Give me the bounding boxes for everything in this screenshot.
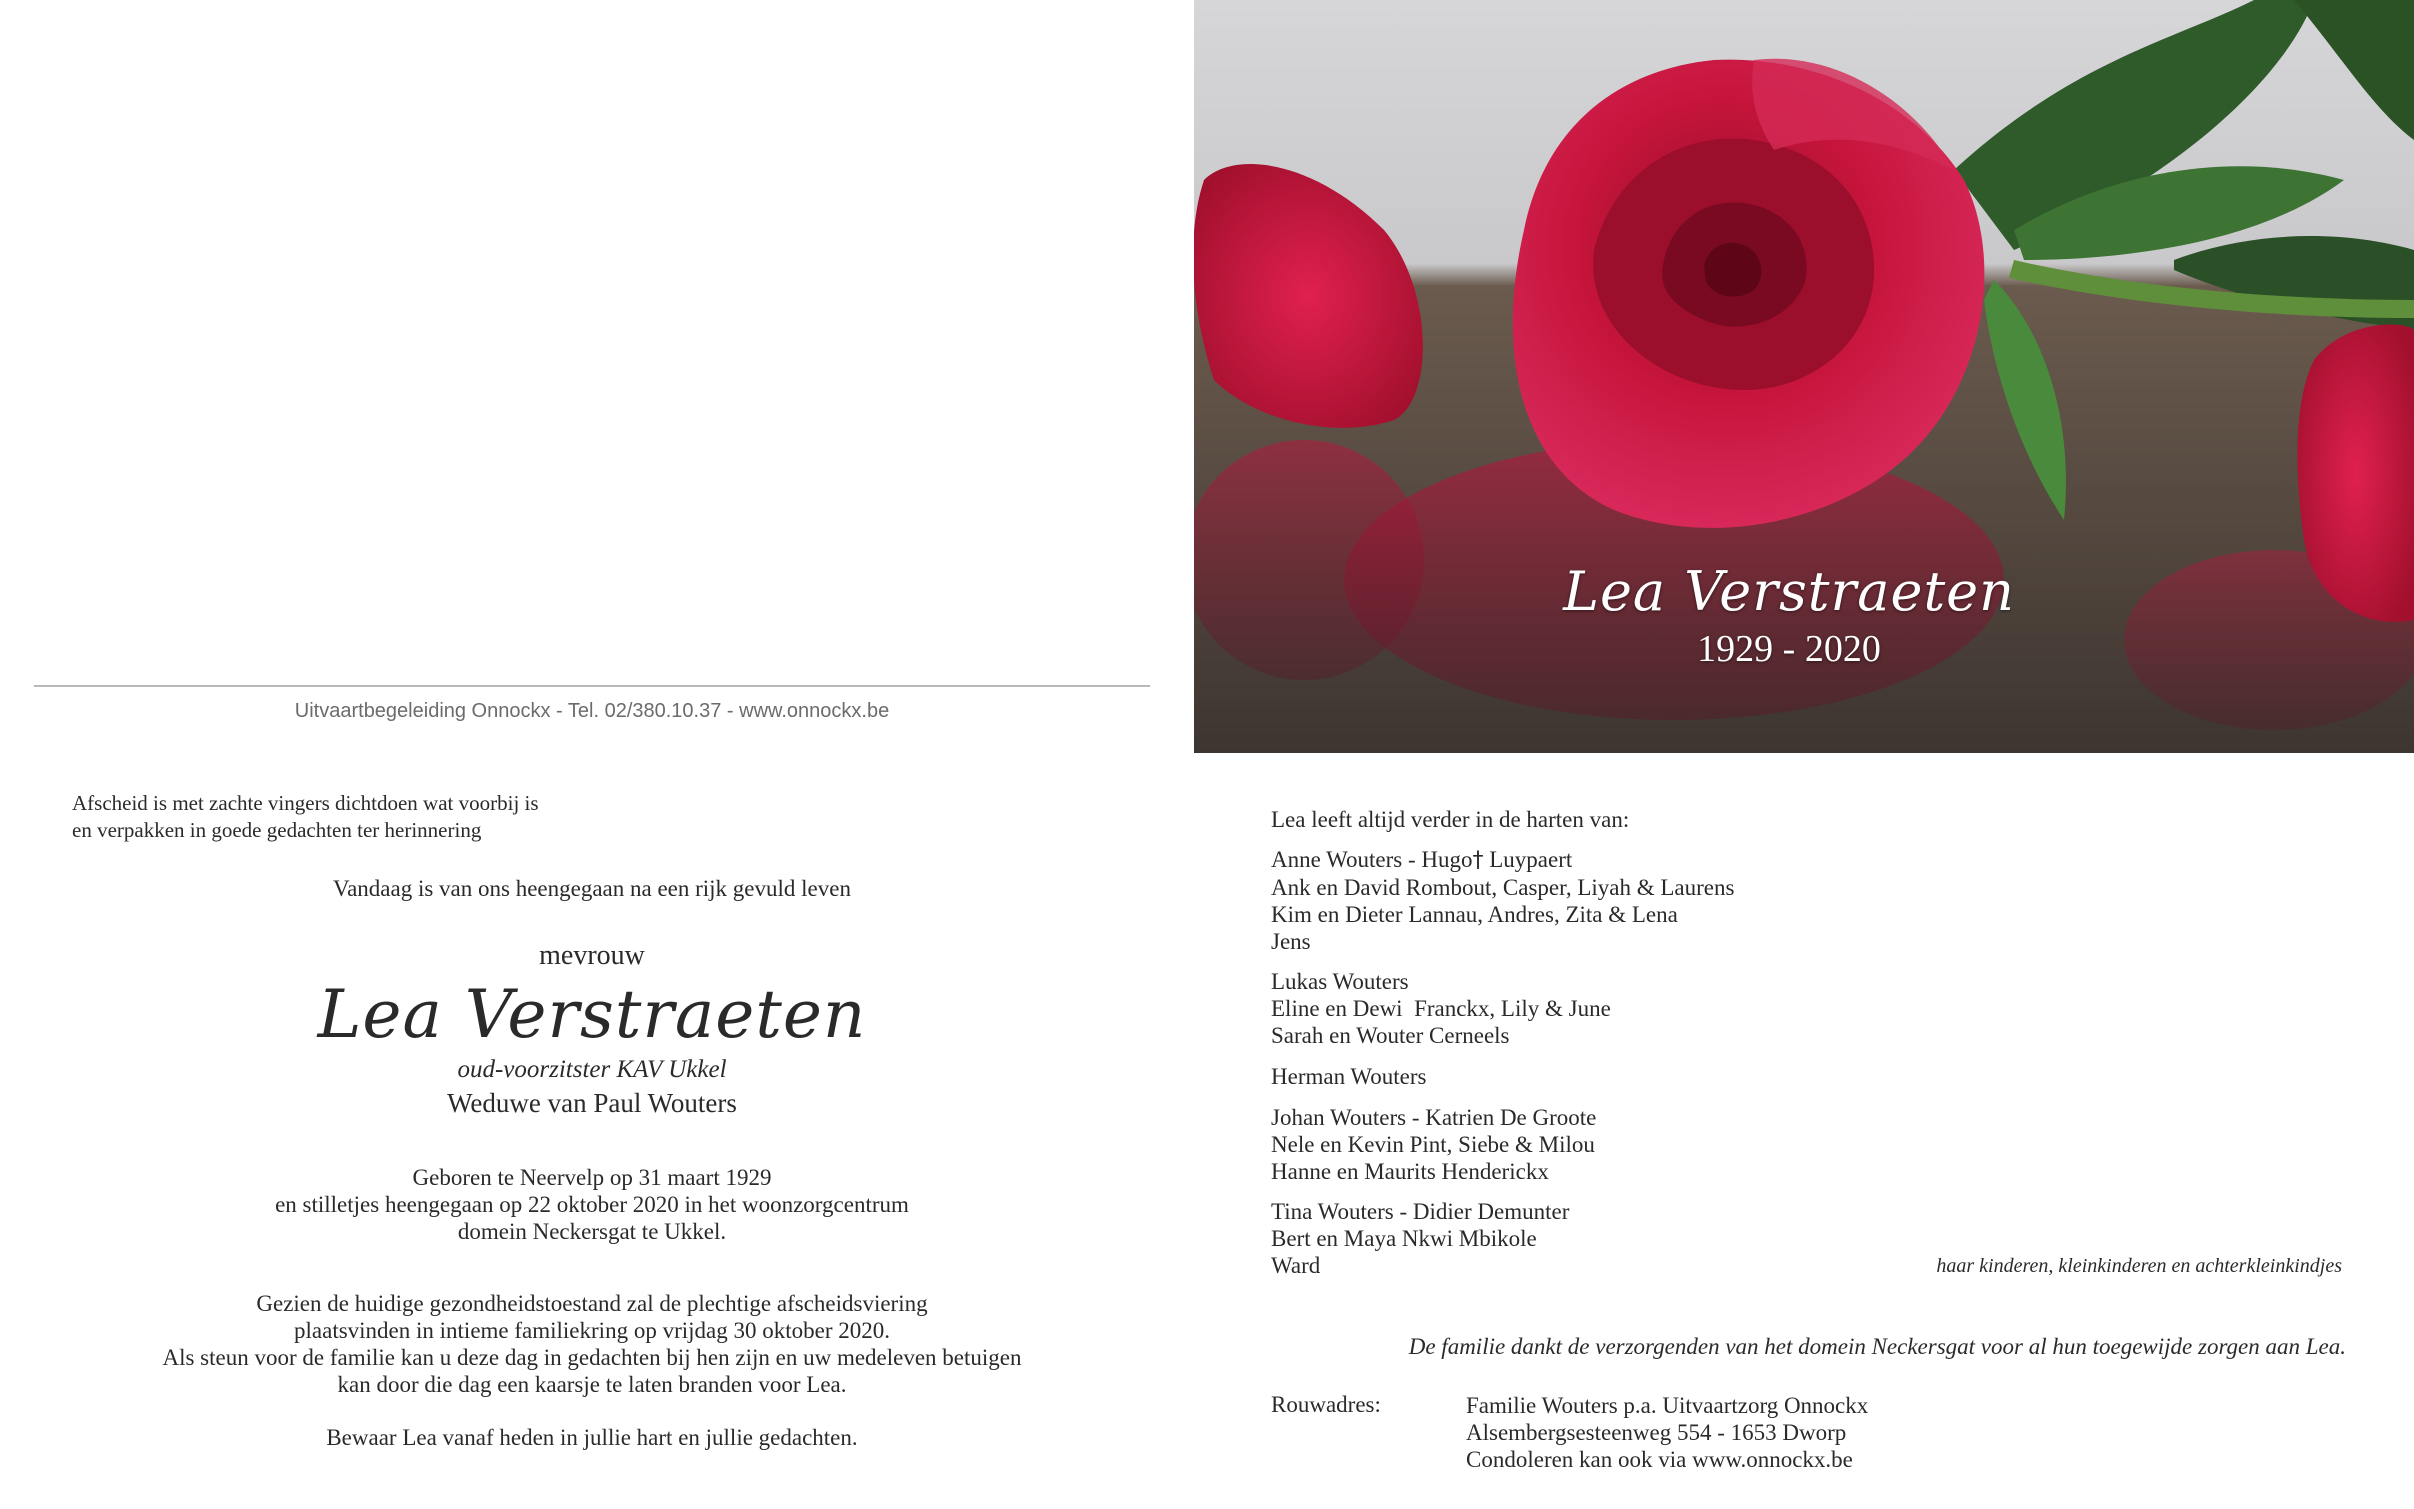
ceremony-line: kan door die dag een kaarsje te laten branden voor Lea.: [337, 1372, 847, 1397]
family-line: Sarah en Wouter Cerneels: [1271, 1023, 1510, 1048]
family-signoff: haar kinderen, kleinkinderen en achterkleinkindjes: [1936, 1255, 2342, 1277]
address-line: Alsembergsesteenweg 554 - 1653 Dworp: [1466, 1420, 1847, 1445]
family-line: Herman Wouters: [1271, 1064, 1427, 1089]
ceremony-details: [34, 1290, 1150, 1398]
family-line: Tina Wouters - Didier Demunter: [1271, 1199, 1570, 1224]
widow-of: Weduwe van Paul Wouters: [447, 1088, 737, 1118]
cover-name: Lea Verstraeten: [1563, 560, 2015, 623]
family-line: Eline en Dewi Franckx, Lily & June: [1271, 996, 1611, 1021]
cross-icon: †: [1472, 848, 1484, 873]
family-line: Hanne en Maurits Henderickx: [1271, 1159, 1549, 1184]
condolence-text: Condoleren kan ook via: [1466, 1447, 1693, 1472]
condolence-line: [1466, 1446, 1868, 1473]
address-line: Familie Wouters p.a. Uitvaartzorg Onnockx: [1466, 1393, 1869, 1418]
family-line: Ank en David Rombout, Casper, Liyah & Laurens: [1271, 875, 1735, 900]
family-line: Ward: [1271, 1253, 1321, 1278]
honorific: mevrouw: [539, 940, 645, 971]
detail-line: domein Neckersgat te Ukkel.: [457, 1219, 727, 1244]
family-group: [1271, 846, 1734, 955]
family-group: [1271, 1198, 1569, 1279]
poem: [72, 790, 539, 844]
family-heading: Lea leeft altijd verder in de harten van:: [1271, 807, 1630, 832]
birth-death-details: [34, 1164, 1150, 1245]
family-line: Jens: [1271, 929, 1311, 954]
family-line: Nele en Kevin Pint, Siebe & Milou: [1271, 1132, 1595, 1157]
family-group: [1271, 1104, 1596, 1185]
deceased-role: oud-voorzitster KAV Ukkel: [457, 1056, 727, 1083]
cover-years: 1929 - 2020: [1697, 628, 1881, 670]
detail-line: en stilletjes heengegaan op 22 oktober 2020 in het woonzorgcentrum: [275, 1192, 909, 1217]
family-line: Johan Wouters - Katrien De Groote: [1271, 1105, 1597, 1130]
family-line: Bert en Maya Nkwi Mbikole: [1271, 1226, 1537, 1251]
address-label: Rouwadres:: [1271, 1392, 1381, 1417]
funeral-home-line: Uitvaartbegeleiding Onnockx - Tel. 02/380.10.37 - www.onnockx.be: [294, 700, 890, 722]
intro-text: Vandaag is van ons heengegaan na een rijk gevuld leven: [333, 876, 851, 901]
family-group: [1271, 968, 1611, 1049]
family-line: [1271, 846, 1734, 874]
poem-line: en verpakken in goede gedachten ter herinnering: [72, 818, 482, 842]
mourning-address: [1466, 1392, 1868, 1473]
ceremony-line: Als steun voor de familie kan u deze dag in gedachten bij hen zijn en uw medeleven betuigen: [162, 1345, 1022, 1370]
family-name: Anne Wouters - Hugo: [1271, 847, 1473, 872]
deceased-name: Lea Verstraeten: [317, 976, 867, 1053]
poem-line: Afscheid is met zachte vingers dichtdoen wat voorbij is: [72, 791, 539, 815]
closing-line: Bewaar Lea vanaf heden in jullie hart en jullie gedachten.: [326, 1425, 858, 1450]
family-line: Kim en Dieter Lannau, Andres, Zita & Lena: [1271, 902, 1678, 927]
thanks-text: De familie dankt de verzorgenden van het domein Neckersgat voor al hun toegewijde zorgen aan Lea.: [1408, 1334, 2346, 1359]
ceremony-line: Gezien de huidige gezondheidstoestand zal de plechtige afscheidsviering: [256, 1291, 928, 1316]
family-name: Luypaert: [1483, 847, 1573, 872]
condolence-link[interactable]: www.onnockx.be: [1692, 1447, 1853, 1472]
ceremony-line: plaatsvinden in intieme familiekring op vrijdag 30 oktober 2020.: [294, 1318, 890, 1343]
header-divider: [34, 685, 1150, 687]
family-group: [1271, 1063, 1427, 1090]
detail-line: Geboren te Neervelp op 31 maart 1929: [412, 1165, 772, 1190]
family-line: Lukas Wouters: [1271, 969, 1409, 994]
